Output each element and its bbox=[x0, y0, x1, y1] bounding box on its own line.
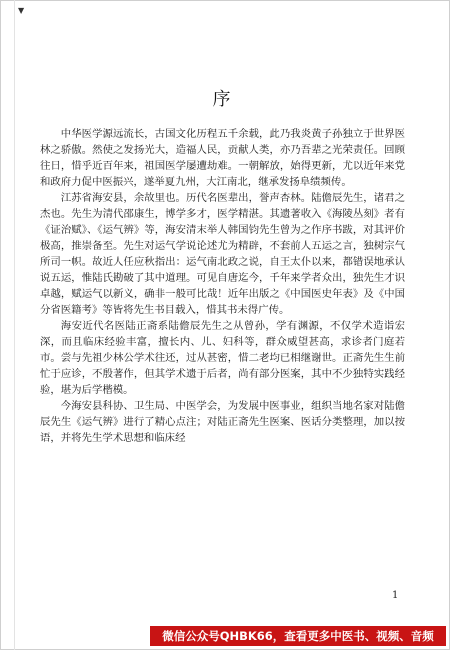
page-title: 序 bbox=[212, 89, 233, 110]
paragraph-4: 今海安县科协、卫生局、中医学会，为发展中医事业，组织当地名家对陆儋辰先生《运气辨》进行了精心点注；对陆正斋先生医案、医话分类整理，加以按语，并将先生学术思想和临床经 bbox=[40, 400, 405, 444]
scan-edge-line bbox=[14, 0, 15, 650]
paragraph-3: 海安近代名医陆正斋系陆儋辰先生之从曾孙，学有渊源，不仅学术造诣宏深，而且临床经验丰富，擅长内、儿、妇科等，群众威望甚高，求诊者门庭若市。尝与先祖少林公学术往还，过从甚密，惜二老均已相继谢世。正斋先生生前忙于应诊，不殷著作，但其学术遗于后者，尚有部分医案，其中不少独特实践经验，堪为后学楷模。 bbox=[40, 320, 405, 396]
watermark-banner: 微信公众号QHBK66，查看更多中医书、视频、音频 bbox=[150, 626, 446, 646]
paragraph-1: 中华医学源远流长，古国文化历程五千余载，此乃我炎黄子孙独立于世界医林之骄傲。然使之发扬光大，造福人民，贡献人类，亦乃吾辈之光荣责任。回顾往日，惜乎近百年来，祖国医学屡遭劫难。一朝解放，始得更新，尤以近年来党和政府力促中医振兴，遂举夏九州，大江南北，继承发扬阜绩频传。 bbox=[40, 128, 405, 188]
page-number: 1 bbox=[392, 590, 399, 601]
body-text bbox=[40, 126, 405, 446]
corner-mark: ▼ bbox=[18, 6, 25, 15]
paragraph-2: 江苏省海安县，余故里也。历代名医辈出，誉声杏林。陆儋辰先生，诸君之杰也。先生为清代邵康生，博学多才，医学精湛。其遗著收入《海陵丛刻》者有《证治赋》、《运气辨》等，海安清末举人韩国钧先生曾为之作序书跋，对其评价极高，推崇备至。先生对运气学说论述尤为精辟，不套前人五运之言，独树宗气所司一帜。故近人任应秋指出：运气南北政之说，自王太仆以来，都错误地承认说五运，惟陆氏勘破了其中道理。可见自唐迄今，千年来学者众出，独先生才识卓越，赋运气以新义，确非一般可比哉！近年出版之《中国医史年表》及《中国分省医籍考》等皆将先生书目载入，惜其书未得广传。 bbox=[40, 192, 405, 316]
